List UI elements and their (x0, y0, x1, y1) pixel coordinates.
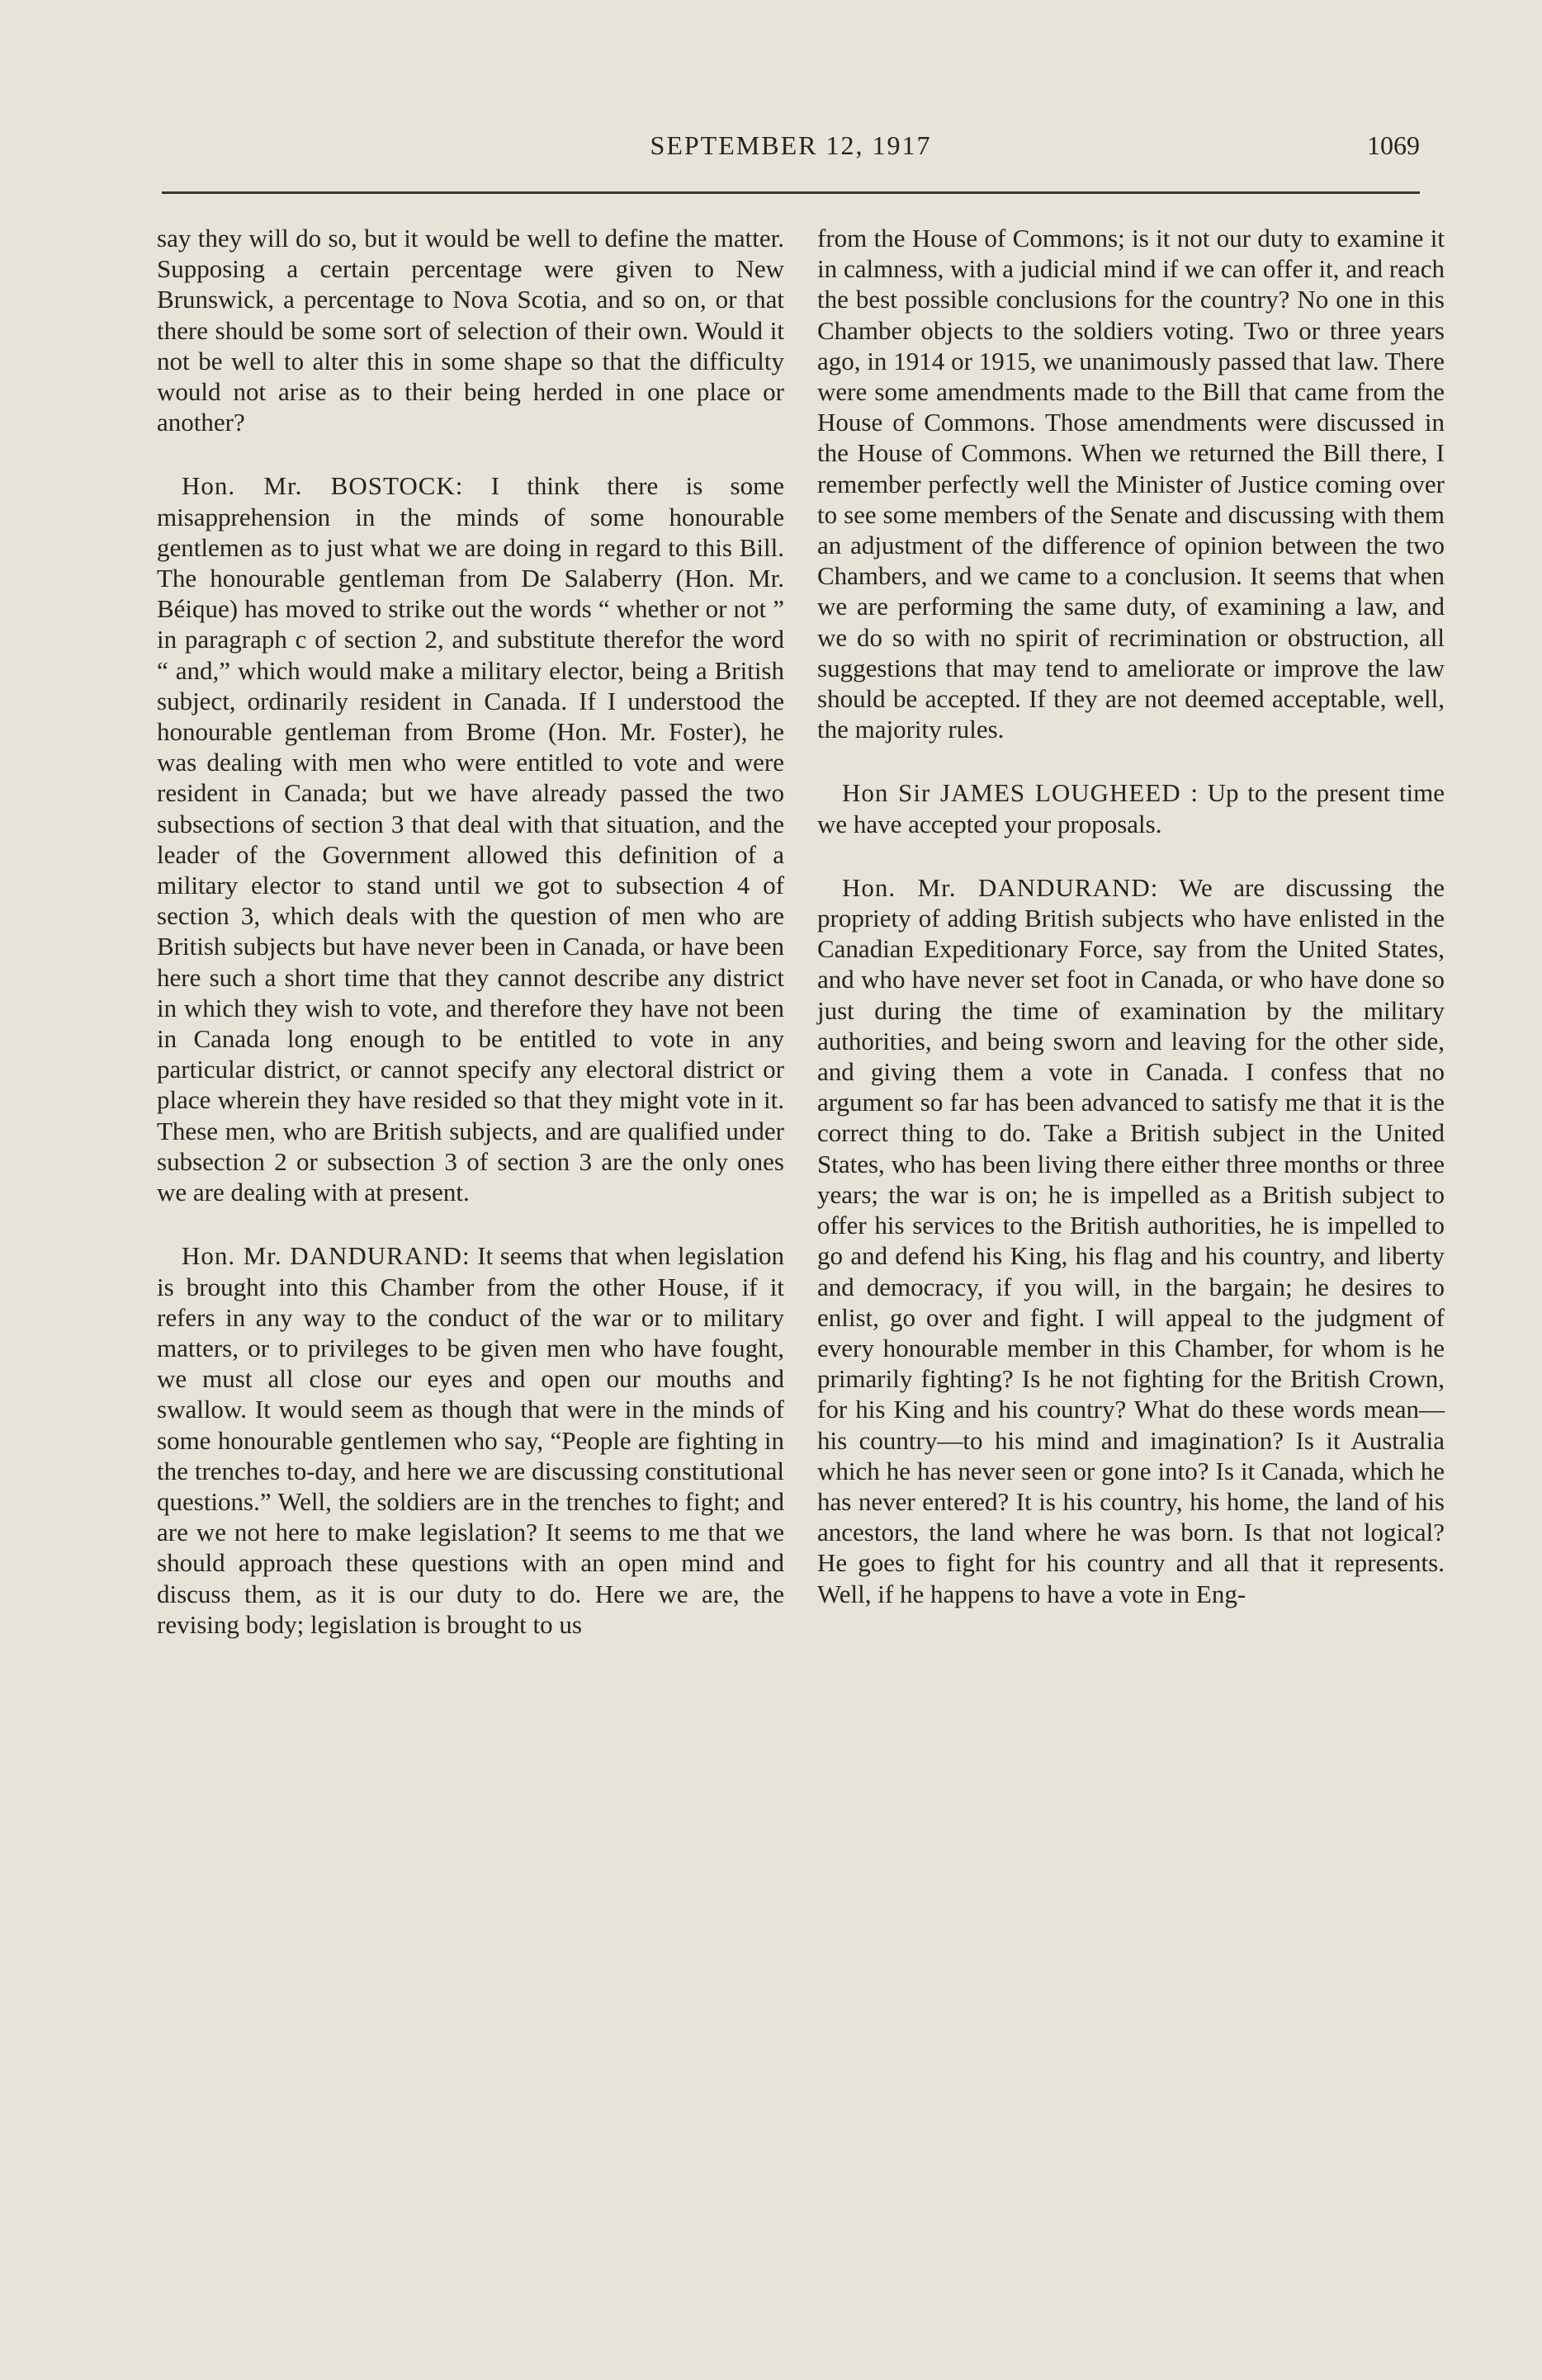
right-column (817, 223, 1445, 1642)
speaker-name: Hon Sir JAMES LOUGHEED : (842, 778, 1199, 808)
page-header (162, 130, 1420, 172)
paragraph: from the House of Commons; is it not our duty to examine it in calmness, with a judicial mind if we can offer it, and reach the best possible conclusions for the country? No one in this Chamber objects to the soldiers voting. Two or three years ago, in 1914 or 1915, we unanimously passed that law. There were some amendments made to the Bill that came from the House of Commons. Those amendments were discussed in the House of Commons. When we returned the Bill there, I remember perfectly well the Minister of Justice coming over to see some members of the Senate and discussing with them an adjustment of the difference of opinion between the two Chambers, and we came to a conclusion. It seems that when we are performing the same duty, of examining a law, and we do so with no spirit of recrimination or obstruction, all suggestions that may tend to ameliorate or improve the law should be accepted. If they are not deemed acceptable, well, the majority rules. (817, 224, 1445, 744)
speech-text: We are discussing the propriety of adding British subjects who have enlisted in the Canadian Expeditionary Force, say from the United States, and who have never set foot in Canada, or who have done so just during the time of examination by the military authorities, and being sworn and leaving for the other side, and giving them a vote in Canada. I confess that no argument so far has been advanced to satisfy me that it is the correct thing to do. Take a British subject in the United States, who has been living there either three months or three years; the war is on; he is impelled as a British subject to offer his services to the British authorities, he is impelled to go and defend his King, his flag and his country, and liberty and democracy, if you will, in the bargain; he desires to enlist, go over and fight. I will appeal to the judgment of every honourable member in this Chamber, for whom is he primarily fighting? Is he not fighting for the British Crown, for his King and his country? What do these words mean—his country—to his mind and imagination? Is it Australia which he has never seen or gone into? Is it Canada, which he has never entered? It is his country, his home, the land of his ancestors, the land where he was born. Is that not logical? He goes to fight for his country and all that it represents. Well, if he happens to have a vote in Eng- (817, 872, 1445, 1608)
paragraph (157, 1240, 784, 1640)
speaker-name: Hon. Mr. DANDURAND: (842, 872, 1159, 902)
speech-text: Up to the present time we have accepted your proposals. (817, 778, 1445, 838)
paragraph (817, 777, 1445, 838)
header-rule (162, 191, 1420, 194)
paragraph: say they will do so, but it would be well to define the matter. Supposing a certain percentage were given to New Brunswick, a percentage to Nova Scotia, and so on, or that there should be some sort of selection of their own. Would it not be well to alter this in some shape so that the difficulty would not arise as to their being herded in one place or another? (157, 224, 784, 437)
left-column (157, 223, 784, 1673)
paragraph (157, 470, 784, 1207)
speaker-name: Hon. Mr. DANDURAND: (182, 1241, 471, 1271)
speech-text: It seems that when legislation is brought into this Chamber from the other House, if it refers in any way to the conduct of the war or to military matters, or to privileges to be given men who have fought, we must all close our eyes and open our mouths and swallow. It would seem as though that were in the minds of some honourable gentlemen who say, “People are fighting in the trenches to-day, and here we are discussing constitutional questions.” Well, the soldiers are in the trenches to fight; and are we not here to make legislation? It seems to me that we should approach these questions with an open mind and discuss them, as it is our duty to do. Here we are, the revising body; legislation is brought to us (157, 1241, 785, 1639)
speaker-name: Hon. Mr. BOSTOCK: (182, 471, 464, 501)
paragraph (817, 872, 1445, 1609)
header-date: SEPTEMBER 12, 1917 (650, 130, 932, 160)
speech-text: I think there is some misapprehension in the minds of some honourable gentlemen as to just what we are doing in regard to this Bill. The honourable gentleman from De Salaberry (Hon. Mr. Béique) has moved to strike out the words “ whether or not ” in paragraph c of section 2, and substitute therefor the word “ and,” which would make a military elector, being a British subject, ordinarily resident in Canada. If I understood the honourable gentleman from Brome (Hon. Mr. Foster), he was dealing with men who were entitled to vote and were resident in Canada; but we have already passed the two subsections of section 3 that deal with that situation, and the leader of the Government allowed this definition of a military elector to stand until we got to subsection 4 of section 3, which deals with the question of men who are British subjects but have never been in Canada, or have been here such a short time that they cannot describe any district in which they wish to vote, and therefore they have not been in Canada long enough to be entitled to vote in any particular district, or cannot specify any electoral district or place wherein they have resided so that they might vote in it. These men, who are British subjects, and are qualified under subsection 2 or subsection 3 of section 3 are the only ones we are dealing with at present. (157, 471, 784, 1207)
page-number: 1069 (1367, 130, 1420, 160)
